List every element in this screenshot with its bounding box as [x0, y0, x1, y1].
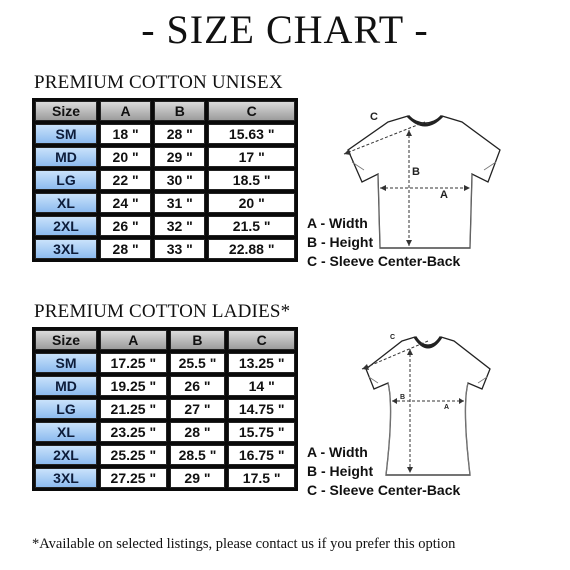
sleeve-cell: 13.25 "	[228, 353, 295, 373]
table-row	[35, 422, 295, 442]
sleeve-cell: 20 "	[208, 193, 295, 213]
unisex-legend	[307, 214, 460, 271]
table-row	[35, 216, 295, 236]
sleeve-cell: 15.63 "	[208, 124, 295, 144]
sleeve-cell: 14.75 "	[228, 399, 295, 419]
legend-height: B - Height	[307, 234, 374, 250]
header-cell-a: A	[100, 330, 167, 350]
table-row	[35, 124, 295, 144]
height-cell: 31 "	[154, 193, 205, 213]
header-cell-c: C	[228, 330, 295, 350]
size-cell: LG	[35, 399, 97, 419]
height-cell: 28.5 "	[170, 445, 226, 465]
height-cell: 26 "	[170, 376, 226, 396]
width-cell: 24 "	[100, 193, 151, 213]
table-row	[35, 193, 295, 213]
table-row	[35, 445, 295, 465]
table-row	[35, 399, 295, 419]
height-cell: 28 "	[170, 422, 226, 442]
header-cell-c: C	[208, 101, 295, 121]
size-cell: 2XL	[35, 216, 97, 236]
height-cell: 33 "	[154, 239, 205, 259]
width-cell: 22 "	[100, 170, 151, 190]
width-cell: 26 "	[100, 216, 151, 236]
height-cell: 30 "	[154, 170, 205, 190]
width-cell: 25.25 "	[100, 445, 167, 465]
table-row	[35, 376, 295, 396]
ladies-section-title: PREMIUM COTTON LADIES*	[34, 301, 291, 322]
header-cell-b: B	[170, 330, 226, 350]
size-cell: XL	[35, 193, 97, 213]
size-cell: MD	[35, 376, 97, 396]
width-cell: 21.25 "	[100, 399, 167, 419]
header-cell-size: Size	[35, 101, 97, 121]
height-cell: 29 "	[154, 147, 205, 167]
table-header-row	[35, 101, 295, 121]
table-row	[35, 353, 295, 373]
diagram-label-a: A	[440, 189, 448, 201]
width-cell: 18 "	[100, 124, 151, 144]
width-cell: 19.25 "	[100, 376, 167, 396]
table-header-row	[35, 330, 295, 350]
size-cell: XL	[35, 422, 97, 442]
size-cell: SM	[35, 353, 97, 373]
height-cell: 25.5 "	[170, 353, 226, 373]
height-cell: 32 "	[154, 216, 205, 236]
sleeve-cell: 18.5 "	[208, 170, 295, 190]
diagram-label-b: B	[412, 166, 420, 178]
unisex-size-table	[32, 98, 298, 262]
width-cell: 20 "	[100, 147, 151, 167]
diagram-label-c: C	[370, 111, 378, 123]
header-cell-size: Size	[35, 330, 97, 350]
sleeve-cell: 15.75 "	[228, 422, 295, 442]
sleeve-cell: 17.5 "	[228, 468, 295, 488]
width-cell: 17.25 "	[100, 353, 167, 373]
table-row	[35, 468, 295, 488]
legend-height: B - Height	[307, 463, 374, 479]
table-row	[35, 147, 295, 167]
height-cell: 27 "	[170, 399, 226, 419]
header-cell-b: B	[154, 101, 205, 121]
table-row	[35, 239, 295, 259]
legend-sleeve: C - Sleeve Center-Back	[307, 482, 461, 498]
size-cell: 3XL	[35, 239, 97, 259]
sleeve-cell: 14 "	[228, 376, 295, 396]
legend-sleeve: C - Sleeve Center-Back	[307, 253, 461, 269]
size-cell: SM	[35, 124, 97, 144]
width-cell: 23.25 "	[100, 422, 167, 442]
legend-width: A - Width	[307, 444, 368, 460]
sleeve-cell: 22.88 "	[208, 239, 295, 259]
sleeve-cell: 16.75 "	[228, 445, 295, 465]
size-cell: LG	[35, 170, 97, 190]
sleeve-cell: 17 "	[208, 147, 295, 167]
diagram-label-b: B	[400, 394, 406, 401]
size-cell: MD	[35, 147, 97, 167]
unisex-section-title: PREMIUM COTTON UNISEX	[34, 72, 283, 93]
size-cell: 2XL	[35, 445, 97, 465]
height-cell: 29 "	[170, 468, 226, 488]
size-cell: 3XL	[35, 468, 97, 488]
diagram-label-c: C	[390, 334, 396, 341]
page-title: - SIZE CHART -	[141, 7, 429, 52]
width-cell: 27.25 "	[100, 468, 167, 488]
footnote: *Available on selected listings, please contact us if you prefer this option	[32, 536, 456, 552]
width-cell: 28 "	[100, 239, 151, 259]
header-cell-a: A	[100, 101, 151, 121]
diagram-label-a: A	[444, 404, 450, 411]
table-row	[35, 170, 295, 190]
height-cell: 28 "	[154, 124, 205, 144]
legend-width: A - Width	[307, 215, 368, 231]
ladies-legend	[307, 443, 460, 500]
sleeve-cell: 21.5 "	[208, 216, 295, 236]
ladies-size-table	[32, 327, 298, 491]
